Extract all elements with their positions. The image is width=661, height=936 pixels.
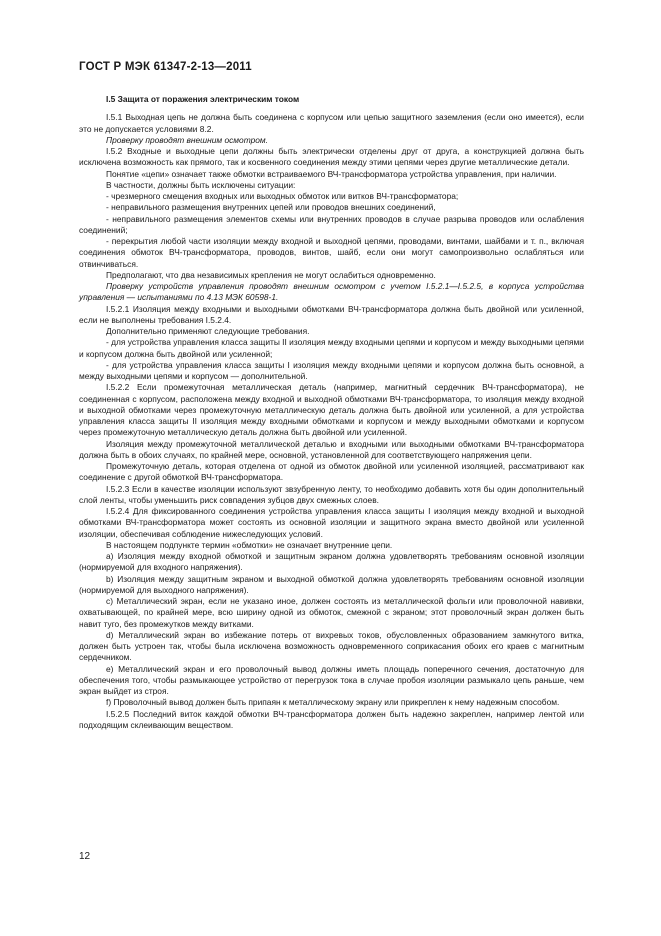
paragraph: В частности, должны быть исключены ситуации:: [106, 179, 296, 190]
paragraph-list: [79, 112, 584, 731]
paragraph: I.5.2 Входные и выходные цепи должны быть электрически отделены друг от друга, а конструкцией должна быть исключена возможность как прямого, так и косвенного соединения между этими цепями через другие металлические детали.: [79, 146, 584, 168]
paragraph: - для устройства управления класса защиты I изоляция между входными цепями и корпусом должна быть основной, а между выходными цепями и корпусом — дополнительной.: [79, 359, 584, 381]
document-body: [79, 94, 584, 731]
paragraph: - неправильного размещения элементов схемы или внутренних проводов в случае разрыва проводов или ослабления соединений;: [79, 213, 584, 235]
paragraph: I.5.1 Выходная цепь не должна быть соединена с корпусом или цепью защитного заземления (если оно имеется), если это не допускается условиями 8.2.: [79, 112, 584, 134]
page-number: 12: [79, 851, 91, 862]
paragraph: Промежуточную деталь, которая отделена от одной из обмоток двойной или усиленной изоляцией, рассматривают как соединение с другой обмоткой ВЧ-трансформатора.: [79, 461, 584, 483]
paragraph: - неправильного размещения внутренних цепей или проводов внешних соединений,: [106, 202, 436, 213]
paragraph: - для устройства управления класса защиты II изоляция между входными цепями и корпусом и между выходными цепями и корпусом должна быть двойной или усиленной;: [79, 337, 584, 359]
paragraph: I.5.2.1 Изоляция между входными и выходными обмотками ВЧ-трансформатора должна быть двойной или усиленной, если не выполнены требования I.5.2.4.: [79, 303, 584, 325]
paragraph: В настоящем подпункте термин «обмотки» не означает внутренние цепи.: [106, 539, 393, 550]
paragraph: f) Проволочный вывод должен быть припаян к металлическому экрану или прикреплен к нему надежным способом.: [106, 697, 560, 708]
paragraph: b) Изоляция между защитным экраном и выходной обмоткой должна удовлетворять требованиям основной изоляции (нормируемой для выходного напряжения).: [79, 573, 584, 595]
paragraph: Понятие «цепи» означает также обмотки встраиваемого ВЧ-трансформатора устройства управления, при наличии.: [106, 168, 557, 179]
paragraph: I.5.2.2 Если промежуточная металлическая деталь (например, магнитный сердечник ВЧ-трансформатора), не соединенная с корпусом, расположена между входной и выходной обмотками ВЧ-трансформатора, то изоляция между входной и выходной обмотками через промежуточную металлическую деталь должна быть двойной или усиленной, а для устройства управления класса защиты II изоляция между входными обмотками и корпусом и между выходными обмотками и корпусом через промежуточную металлическую деталь должна быть двойной или усиленной.: [79, 382, 584, 438]
paragraph: - чрезмерного смещения входных или выходных обмоток или витков ВЧ-трансформатора;: [106, 191, 459, 201]
paragraph: Изоляция между промежуточной металлической деталью и входными или выходными обмотками ВЧ-трансформатора должна быть в обоих случаях, по крайней мере, основной, установленной для соответствующего напряжения цепи.: [79, 438, 584, 460]
document-header: ГОСТ Р МЭК 61347-2-13—2011: [79, 61, 252, 73]
paragraph: I.5.2.3 Если в качестве изоляции используют звзубренную ленту, то необходимо добавить хотя бы один дополнительный слой ленты, чтобы уменьшить риск совпадения зубцов двух смежных слоев.: [79, 483, 584, 505]
paragraph: а) Изоляция между входной обмоткой и защитным экраном должна удовлетворять требованиям основной изоляции (нормируемой для входного напряжения).: [79, 551, 584, 573]
paragraph: c) Металлический экран, если не указано иное, должен состоять из металлической фольги или проволочной навивки, охватывающей, по крайней мере, всю ширину одной из обмоток, смежной с экраном; этот проволочный экран должен быть навит туго, без промежутков между витками.: [79, 596, 584, 629]
paragraph: Предполагают, что два независимых крепления не могут ослабиться одновременно.: [106, 269, 436, 280]
paragraph: Дополнительно применяют следующие требования.: [106, 326, 310, 336]
paragraph: d) Металлический экран во избежание потерь от вихревых токов, обусловленных образованием замкнутого витка, должен быть устроен так, чтобы была исключена возможность одновременного соприкасания обоих его краев с магнитным сердечником.: [79, 629, 584, 663]
paragraph: I.5.2.4 Для фиксированного соединения устройства управления класса защиты I изоляция между входной и выходной обмотками ВЧ-трансформатора может состоять из основной изоляции и защитного экрана вместо двойной или усиленной изоляции, обеспечивая соблюдение нижеследующих условий.: [79, 506, 584, 539]
paragraph: Проверку устройств управления проводят внешним осмотром с учетом I.5.2.1—I.5.2.5, в корпуса устройства управления — испытаниями по 4.13 МЭК 60598-1.: [79, 281, 584, 303]
paragraph: Проверку проводят внешним осмотром.: [106, 134, 268, 145]
paragraph: I.5.2.5 Последний виток каждой обмотки ВЧ-трансформатора должен быть надежно закреплен, например лентой или подходящим склеивающим веществом.: [79, 708, 584, 730]
section-heading: I.5 Защита от поражения электрическим током: [106, 94, 300, 104]
paragraph: - перекрытия любой части изоляции между входной и выходной цепями, проводами, винтами, шайбами и т. п., включая соединения обмоток ВЧ-трансформатора, проводов, винтов, шайб, если они могут самопроизвольно ослабляться или отвинчиваться.: [79, 236, 584, 269]
paragraph: e) Металлический экран и его проволочный вывод должны иметь площадь поперечного сечения, достаточную для обеспечения того, чтобы размыкающее устройство от перегрузок тока в случае пробоя изоляции размыкало цепь раньше, чем экран выйдет из строя.: [79, 663, 584, 696]
